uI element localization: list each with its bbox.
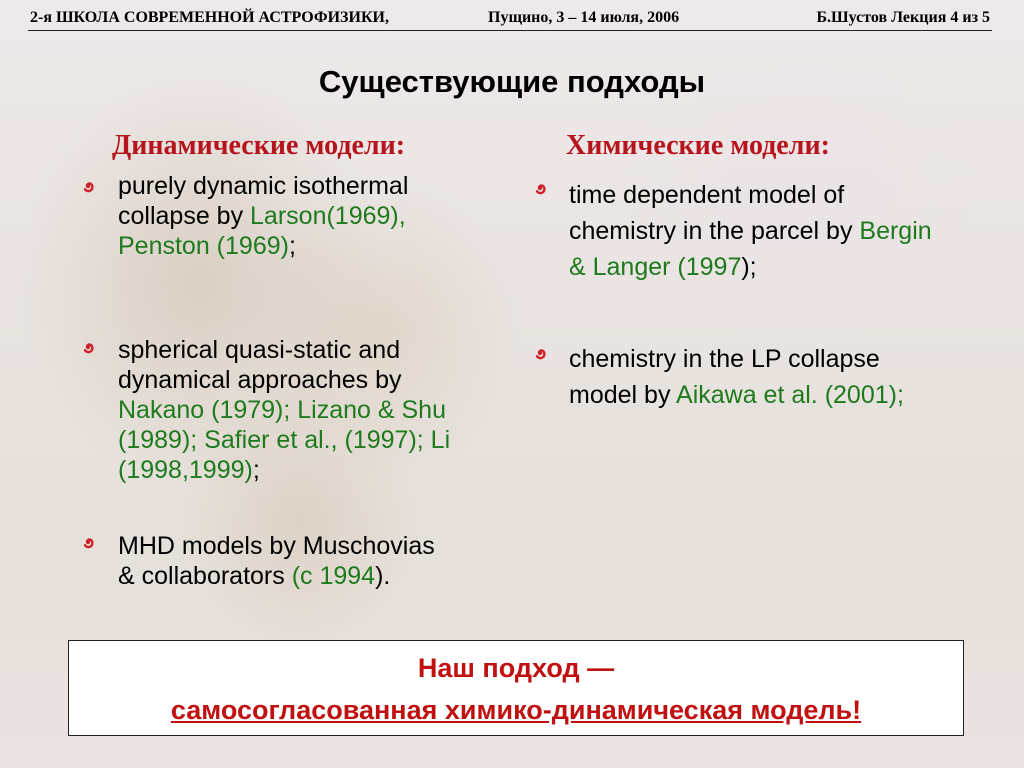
- spiral-bullet-icon: [80, 339, 96, 355]
- list-item: [569, 341, 939, 413]
- item-refs: Nakano (1979); Lizano & Shu (1989); Safier et al., (1997); Li (1998,1999): [118, 396, 451, 484]
- school-name: 2-я ШКОЛА СОВРЕМЕННОЙ АСТРОФИЗИКИ,: [30, 9, 389, 26]
- list-item: [118, 531, 448, 591]
- list-item: [118, 171, 458, 261]
- slide-title: Существующие подходы: [318, 64, 706, 99]
- our-approach-box: [68, 640, 964, 736]
- item-text: spherical quasi-static and dynamical approaches by: [118, 336, 402, 394]
- item-tail: ).: [375, 562, 391, 590]
- item-refs: (c 1994: [291, 562, 376, 590]
- item-refs: Larson(1969), Penston (1969): [118, 202, 406, 260]
- list-item: [569, 177, 939, 285]
- spiral-bullet-icon: [532, 345, 548, 361]
- item-text: MHD models by Muschovias & collaborators: [118, 532, 435, 590]
- spiral-bullet-icon: [80, 534, 96, 550]
- place-date: Пущино, 3 – 14 июля, 2006: [488, 9, 680, 26]
- item-text: purely dynamic isothermal collapse by: [118, 172, 409, 230]
- right-column-heading: Химические модели:: [566, 130, 830, 161]
- item-text: time dependent model of chemistry in the parcel by: [569, 181, 860, 245]
- slide-header: [28, 6, 992, 31]
- item-refs: Aikawa et al. (2001);: [676, 381, 904, 409]
- lecture-number: Б.Шустов Лекция 4 из 5: [816, 9, 990, 26]
- item-tail: );: [741, 253, 757, 281]
- item-text: chemistry in the LP collapse model by: [569, 345, 880, 409]
- spiral-bullet-icon: [532, 180, 548, 196]
- approach-line-2-text: самосогласованная химико-динамическая модель: [170, 695, 853, 725]
- spiral-bullet-icon: [80, 178, 96, 194]
- approach-line-1: Наш подход —: [417, 653, 615, 683]
- list-item: [118, 335, 490, 485]
- approach-line-2-end: !: [852, 695, 862, 725]
- left-column-heading: Динамические модели:: [112, 130, 406, 161]
- item-refs: Bergin & Langer (1997: [569, 217, 932, 281]
- item-tail: ;: [288, 232, 296, 260]
- item-tail: ;: [252, 456, 260, 484]
- approach-line-2: [69, 695, 963, 726]
